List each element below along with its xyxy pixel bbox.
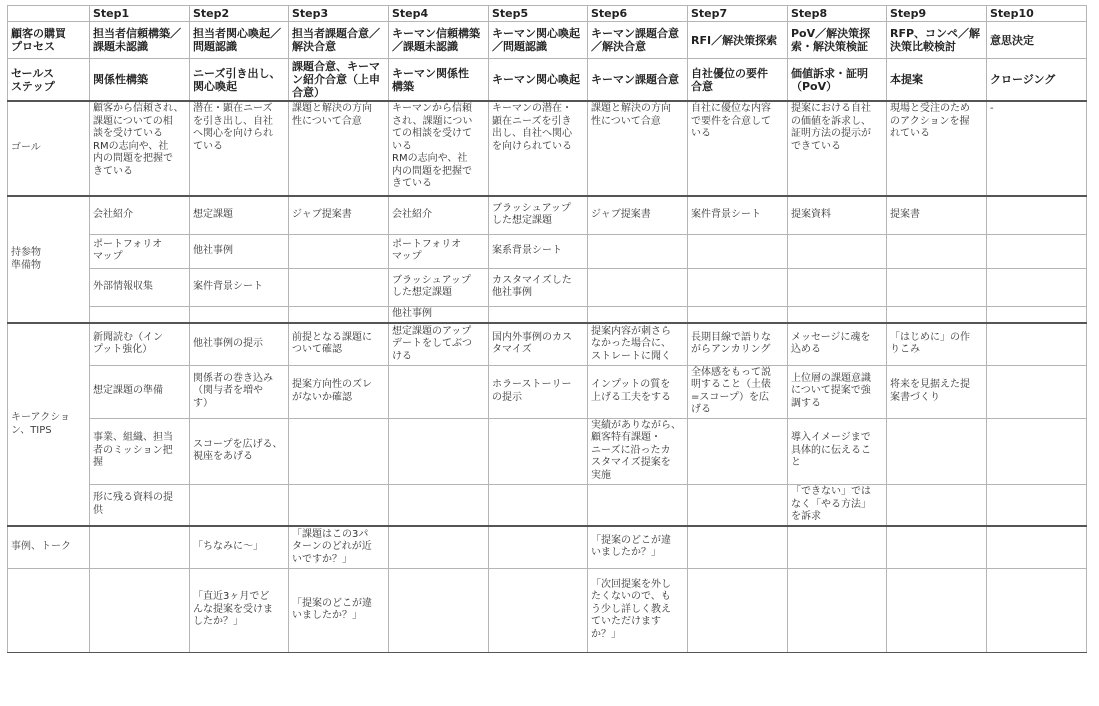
key-action-cell[interactable] xyxy=(289,418,389,484)
table-row xyxy=(8,323,1087,365)
materials-cell[interactable]: 提案書 xyxy=(887,196,987,234)
customer-process-cell[interactable]: PoV／解決策探 索・解決策検証 xyxy=(788,22,887,59)
talk-cell[interactable] xyxy=(688,526,788,568)
materials-cell[interactable]: 外部情報収集 xyxy=(90,268,190,306)
table-row xyxy=(8,6,1087,22)
step-header-2[interactable]: Step2 xyxy=(190,6,289,22)
materials-cell[interactable] xyxy=(588,306,688,323)
materials-cell[interactable]: ブラッシュアップ した想定課題 xyxy=(389,268,489,306)
talk-cell[interactable] xyxy=(489,526,588,568)
materials-cell[interactable] xyxy=(90,306,190,323)
talk-cell[interactable] xyxy=(90,526,190,568)
row-label-key-actions[interactable]: キーアクショ ン、TIPS xyxy=(8,323,90,526)
talk-cell[interactable] xyxy=(788,526,887,568)
key-action-cell[interactable] xyxy=(389,365,489,418)
step-header-3[interactable]: Step3 xyxy=(289,6,389,22)
table-row xyxy=(8,196,1087,234)
table-row xyxy=(8,59,1087,102)
materials-cell[interactable]: ブラッシュアップ した想定課題 xyxy=(489,196,588,234)
key-action-cell[interactable]: インプットの質を 上げる工夫をする xyxy=(588,365,688,418)
key-action-cell[interactable] xyxy=(887,484,987,526)
talk-cell[interactable]: 「直近3ヶ月でど んな提案を受けま したか？」 xyxy=(190,568,289,652)
talk-cell[interactable]: 「提案のどこが違 いましたか？」 xyxy=(588,526,688,568)
table-row xyxy=(8,234,1087,268)
materials-cell[interactable] xyxy=(788,268,887,306)
table-row xyxy=(8,526,1087,568)
step-header-6[interactable]: Step6 xyxy=(588,6,688,22)
talk-cell[interactable]: 「次回提案を外し たくないので、も う少し詳しく教え ていただけます か？」 xyxy=(588,568,688,652)
goal-cell[interactable]: 現場と受注のため のアクションを握 れている xyxy=(887,101,987,196)
talk-cell[interactable]: 「ちなみに〜」 xyxy=(190,526,289,568)
key-action-cell[interactable] xyxy=(588,484,688,526)
goal-cell[interactable]: 顧客から信頼され、 課題についての相 談を受けている RMの志向や、社 内の問題を把握で きている xyxy=(90,101,190,196)
key-action-cell[interactable] xyxy=(389,418,489,484)
talk-cell[interactable] xyxy=(887,526,987,568)
key-action-cell[interactable] xyxy=(190,484,289,526)
table-row xyxy=(8,306,1087,323)
key-action-cell[interactable]: 前提となる課題に ついて確認 xyxy=(289,323,389,365)
row-label-talk-blank[interactable] xyxy=(8,568,90,652)
key-action-cell[interactable] xyxy=(489,418,588,484)
materials-cell[interactable]: 他社事例 xyxy=(190,234,289,268)
key-action-cell[interactable]: 提案方向性のズレ がないか確認 xyxy=(289,365,389,418)
materials-cell[interactable]: ポートフォリオ マップ xyxy=(389,234,489,268)
corner-cell[interactable] xyxy=(8,6,90,22)
key-action-cell[interactable]: メッセージに魂を 込める xyxy=(788,323,887,365)
sales-step-cell[interactable]: ニーズ引き出し、 関心喚起 xyxy=(190,59,289,102)
materials-cell[interactable] xyxy=(688,234,788,268)
talk-cell[interactable] xyxy=(987,568,1087,652)
key-action-cell[interactable] xyxy=(389,484,489,526)
materials-cell[interactable] xyxy=(887,268,987,306)
materials-cell[interactable] xyxy=(987,196,1087,234)
key-action-cell[interactable] xyxy=(987,484,1087,526)
materials-cell[interactable]: 案件背景シート xyxy=(688,196,788,234)
row-label-talk[interactable]: 事例、トーク xyxy=(8,526,90,568)
table-row xyxy=(8,484,1087,526)
talk-cell[interactable] xyxy=(389,568,489,652)
key-action-cell[interactable] xyxy=(688,418,788,484)
key-action-cell[interactable]: ホラーストーリー の提示 xyxy=(489,365,588,418)
materials-cell[interactable]: 他社事例 xyxy=(389,306,489,323)
key-action-cell[interactable]: 導入イメージまで 具体的に伝えるこ と xyxy=(788,418,887,484)
talk-cell[interactable] xyxy=(489,568,588,652)
materials-cell[interactable]: カスタマイズした 他社事例 xyxy=(489,268,588,306)
talk-cell[interactable] xyxy=(688,568,788,652)
talk-cell[interactable] xyxy=(887,568,987,652)
key-action-cell[interactable]: 「はじめに」の作 りこみ xyxy=(887,323,987,365)
goal-cell[interactable]: - xyxy=(987,101,1087,196)
materials-cell[interactable]: 提案資料 xyxy=(788,196,887,234)
key-action-cell[interactable]: 上位層の課題意識 について提案で強 調する xyxy=(788,365,887,418)
materials-cell[interactable]: ジャブ提案書 xyxy=(289,196,389,234)
talk-cell[interactable] xyxy=(987,526,1087,568)
sales-step-cell[interactable]: 課題合意、キーマ ン紹介合意（上申 合意） xyxy=(289,59,389,102)
materials-cell[interactable] xyxy=(289,268,389,306)
customer-process-cell[interactable]: RFI／解決策探索 xyxy=(688,22,788,59)
key-action-cell[interactable]: 想定課題の準備 xyxy=(90,365,190,418)
materials-cell[interactable] xyxy=(489,306,588,323)
materials-cell[interactable] xyxy=(190,306,289,323)
step-header-1[interactable]: Step1 xyxy=(90,6,190,22)
materials-cell[interactable] xyxy=(887,306,987,323)
materials-cell[interactable] xyxy=(987,234,1087,268)
sales-step-cell[interactable]: キーマン関心喚起 xyxy=(489,59,588,102)
goal-cell[interactable]: キーマンから信頼 され、課題につい ての相談を受けて いる RMの志向や、社 内の問題を把握で きている xyxy=(389,101,489,196)
materials-cell[interactable] xyxy=(588,268,688,306)
row-label-goal[interactable]: ゴール xyxy=(8,101,90,196)
key-action-cell[interactable]: 関係者の巻き込み （関与者を増や す） xyxy=(190,365,289,418)
key-action-cell[interactable] xyxy=(987,323,1087,365)
table-row xyxy=(8,568,1087,652)
step-header-9[interactable]: Step9 xyxy=(887,6,987,22)
key-action-cell[interactable] xyxy=(987,365,1087,418)
customer-process-cell[interactable]: キーマン関心喚起 ／問題認識 xyxy=(489,22,588,59)
sales-step-cell[interactable]: 自社優位の要件 合意 xyxy=(688,59,788,102)
goal-cell[interactable]: 課題と解決の方向 性について合意 xyxy=(289,101,389,196)
talk-cell[interactable] xyxy=(389,526,489,568)
key-action-cell[interactable]: 他社事例の提示 xyxy=(190,323,289,365)
key-action-cell[interactable]: 国内外事例のカス タマイズ xyxy=(489,323,588,365)
sales-step-cell[interactable]: 価値訴求・証明 （PoV） xyxy=(788,59,887,102)
materials-cell[interactable] xyxy=(987,268,1087,306)
materials-cell[interactable] xyxy=(688,268,788,306)
table-row xyxy=(8,365,1087,418)
row-label-materials[interactable]: 持参物 準備物 xyxy=(8,196,90,323)
goal-cell[interactable]: 潜在・顕在ニーズ を引き出し、自社 へ関心を向けられ ている xyxy=(190,101,289,196)
key-action-cell[interactable]: 将来を見据えた提 案書づくり xyxy=(887,365,987,418)
key-action-cell[interactable] xyxy=(688,484,788,526)
step-header-5[interactable]: Step5 xyxy=(489,6,588,22)
sales-step-cell[interactable]: 関係性構築 xyxy=(90,59,190,102)
materials-cell[interactable] xyxy=(987,306,1087,323)
customer-process-cell[interactable]: 担当者課題合意／ 解決合意 xyxy=(289,22,389,59)
row-label-sales-step[interactable]: セールス ステップ xyxy=(8,59,90,102)
key-action-cell[interactable]: 長期目線で語りな がらアンカリング xyxy=(688,323,788,365)
talk-cell[interactable] xyxy=(788,568,887,652)
customer-process-cell[interactable]: キーマン課題合意 ／解決合意 xyxy=(588,22,688,59)
key-action-cell[interactable] xyxy=(987,418,1087,484)
sales-step-cell[interactable]: クロージング xyxy=(987,59,1087,102)
materials-cell[interactable] xyxy=(788,306,887,323)
sales-step-cell[interactable]: 本提案 xyxy=(887,59,987,102)
materials-cell[interactable] xyxy=(688,306,788,323)
materials-cell[interactable]: 案系背景シート xyxy=(489,234,588,268)
talk-cell[interactable]: 「提案のどこが違 いましたか？」 xyxy=(289,568,389,652)
goal-cell[interactable]: キーマンの潜在・ 顕在ニーズを引き 出し、自社へ関心 を向けられている xyxy=(489,101,588,196)
goal-cell[interactable]: 提案における自社 の価値を訴求し、 証明方法の提示が できている xyxy=(788,101,887,196)
table-row xyxy=(8,22,1087,59)
process-spreadsheet xyxy=(7,5,1087,653)
materials-cell[interactable] xyxy=(887,234,987,268)
customer-process-cell[interactable]: 担当者信頼構築／ 課題未認識 xyxy=(90,22,190,59)
step-header-8[interactable]: Step8 xyxy=(788,6,887,22)
table-row xyxy=(8,268,1087,306)
materials-cell[interactable]: 会社紹介 xyxy=(389,196,489,234)
materials-cell[interactable] xyxy=(289,234,389,268)
key-action-cell[interactable]: 新聞読む（イン プット強化） xyxy=(90,323,190,365)
goal-cell[interactable]: 自社に優位な内容 で要件を合意して いる xyxy=(688,101,788,196)
step-header-10[interactable]: Step10 xyxy=(987,6,1087,22)
sales-step-cell[interactable]: キーマン課題合意 xyxy=(588,59,688,102)
materials-cell[interactable] xyxy=(289,306,389,323)
table-row xyxy=(8,101,1087,196)
key-action-cell[interactable]: 全体感をもって説 明すること（土俵 =スコープ）を広 げる xyxy=(688,365,788,418)
key-action-cell[interactable]: 想定課題のアップ デートをしてぶつ ける xyxy=(389,323,489,365)
row-label-customer-process[interactable]: 顧客の購買 プロセス xyxy=(8,22,90,59)
key-action-cell[interactable]: スコープを広げる、 視座をあげる xyxy=(190,418,289,484)
key-action-cell[interactable] xyxy=(289,484,389,526)
sales-step-cell[interactable]: キーマン関係性 構築 xyxy=(389,59,489,102)
materials-cell[interactable]: 会社紹介 xyxy=(90,196,190,234)
key-action-cell[interactable] xyxy=(887,418,987,484)
key-action-cell[interactable]: 提案内容が刺さら なかった場合に、 ストレートに聞く xyxy=(588,323,688,365)
materials-cell[interactable]: 案件背景シート xyxy=(190,268,289,306)
key-action-cell[interactable]: 形に残る資料の提 供 xyxy=(90,484,190,526)
table-row xyxy=(8,418,1087,484)
goal-cell[interactable]: 課題と解決の方向 性について合意 xyxy=(588,101,688,196)
customer-process-cell[interactable]: 担当者関心喚起／ 問題認識 xyxy=(190,22,289,59)
talk-cell[interactable]: 「課題はこの3パ ターンのどれが近 いですか？」 xyxy=(289,526,389,568)
customer-process-cell[interactable]: キーマン信頼構築 ／課題未認識 xyxy=(389,22,489,59)
materials-cell[interactable]: 想定課題 xyxy=(190,196,289,234)
step-header-7[interactable]: Step7 xyxy=(688,6,788,22)
materials-cell[interactable]: ポートフォリオ マップ xyxy=(90,234,190,268)
materials-cell[interactable] xyxy=(588,234,688,268)
key-action-cell[interactable]: 「できない」では なく「やる方法」 を訴求 xyxy=(788,484,887,526)
talk-cell[interactable] xyxy=(90,568,190,652)
key-action-cell[interactable]: 実績がありながら、 顧客特有課題・ ニーズに沿ったカ スタマイズ提案を 実施 xyxy=(588,418,688,484)
customer-process-cell[interactable]: RFP、コンペ／解 決策比較検討 xyxy=(887,22,987,59)
step-header-4[interactable]: Step4 xyxy=(389,6,489,22)
materials-cell[interactable] xyxy=(788,234,887,268)
key-action-cell[interactable]: 事業、組織、担当 者のミッション把 握 xyxy=(90,418,190,484)
customer-process-cell[interactable]: 意思決定 xyxy=(987,22,1087,59)
materials-cell[interactable]: ジャブ提案書 xyxy=(588,196,688,234)
key-action-cell[interactable] xyxy=(489,484,588,526)
